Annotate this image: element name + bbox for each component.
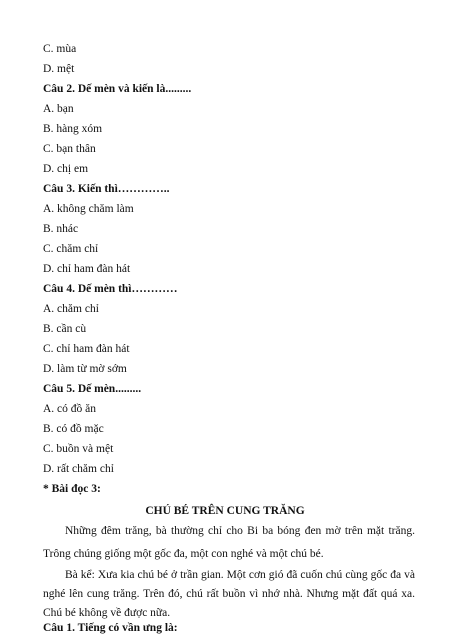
story-title: CHÚ BÉ TRÊN CUNG TRĂNG xyxy=(145,505,305,517)
option-c: C. bạn thân xyxy=(43,143,96,155)
option-a: A. có đồ ăn xyxy=(43,403,97,415)
option-d: D. mệt xyxy=(43,63,75,75)
option-d: D. chị em xyxy=(43,163,89,175)
story-paragraph-1: Những đêm trăng, bà thường chỉ cho Bi ba bóng đen mờ trên mặt trăng. Trông chúng giống một gốc đa, một con nghé và một chú bé. xyxy=(43,525,415,560)
option-b: B. có đồ mặc xyxy=(43,423,104,435)
question-4: Câu 4. Dế mèn thì………… xyxy=(43,283,178,295)
option-c: C. buồn và mệt xyxy=(43,443,114,455)
story-paragraph-2: Bà kể: Xưa kia chú bé ở trần gian. Một cơn gió đã cuốn chú cùng gốc đa và nghé lên cung trăng. Trên đó, chú rất buồn vì nhớ nhà. Nhưng mặt đất quá xa. Chú bé không về được nữa. xyxy=(43,569,415,619)
option-b: B. nhác xyxy=(43,223,79,235)
question-3: Câu 3. Kiến thì………….. xyxy=(43,183,170,195)
option-d: D. làm từ mờ sớm xyxy=(43,363,127,375)
question-5: Câu 5. Dế mèn......... xyxy=(43,383,142,395)
option-d: D. rất chăm chỉ xyxy=(43,463,114,475)
option-c: C. mùa xyxy=(43,43,77,55)
option-c: C. chỉ ham đàn hát xyxy=(43,343,130,355)
option-b: B. cần cù xyxy=(43,323,87,335)
question-2: Câu 2. Dế mèn và kiến là......... xyxy=(43,83,192,95)
question-1: Câu 1. Tiếng có vần ưng là: xyxy=(43,622,178,634)
option-a: A. không chăm làm xyxy=(43,203,134,215)
option-c: C. chăm chỉ xyxy=(43,243,99,255)
option-b: B. hàng xóm xyxy=(43,123,103,135)
option-d: D. chỉ ham đàn hát xyxy=(43,263,131,275)
option-a: A. chăm chỉ xyxy=(43,303,99,315)
section-heading: * Bài đọc 3: xyxy=(43,483,101,495)
option-a: A. bạn xyxy=(43,103,74,115)
